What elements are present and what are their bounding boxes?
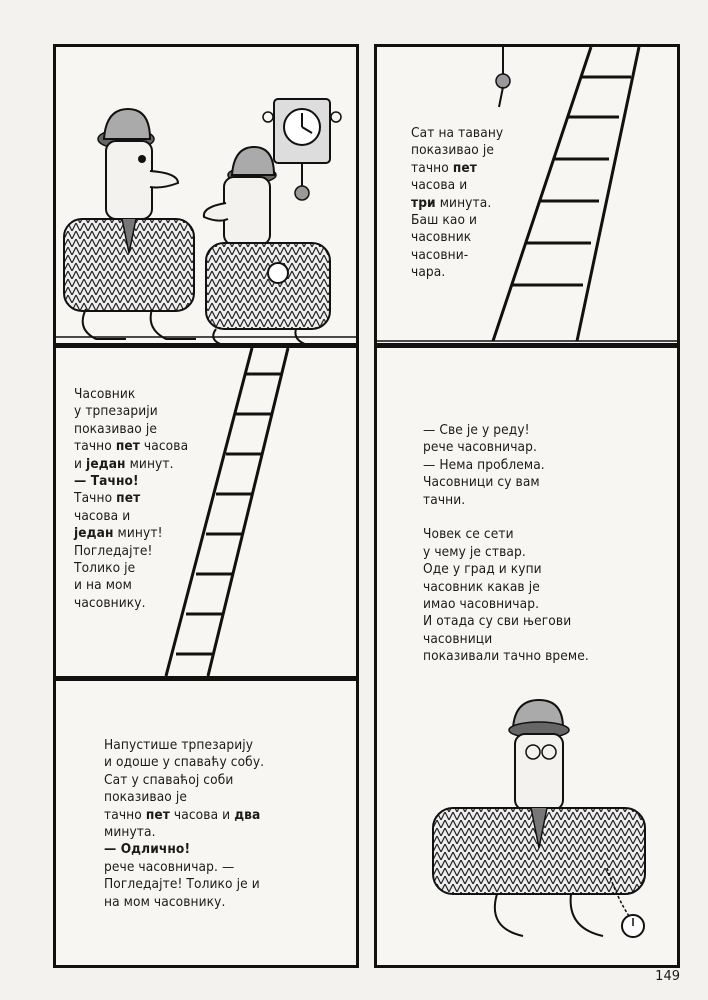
text-run: часова и [74,507,131,524]
text-line [74,438,188,455]
text-line [411,177,503,194]
text-line [411,229,503,246]
panel-ending [374,345,680,968]
text-line [104,737,264,754]
text-run: показивао је [74,420,158,437]
text-run: минута. [435,194,492,211]
panel-men-and-clock [53,44,359,346]
man-left-figure [64,109,196,339]
text-line [104,894,264,911]
text-line [104,859,264,876]
men-with-clock-illustration [56,47,359,346]
bold-word: два [234,806,261,823]
dining-room-text [74,386,188,612]
text-line [74,508,188,525]
attic-text [411,125,503,282]
text-line [411,264,503,281]
man-bottom-figure [433,700,645,936]
text-run: минут. [125,455,174,472]
text-run: Часовници су вам [423,474,540,491]
text-run: минут! [113,525,163,542]
panel-dining-room [53,345,359,679]
text-run: показивали тачно време. [423,648,589,665]
text-line [74,403,188,420]
bold-word: пет [145,806,170,823]
text-line [411,160,503,177]
text-line [74,473,188,490]
text-line [104,841,264,858]
text-run: рече часовничар. [423,439,537,456]
text-run: показивао је [411,142,495,159]
text-run: Погледајте! [74,542,153,559]
text-run: часова и [169,806,235,823]
text-run: тачно [104,806,146,823]
man-with-pocket-watch-illustration [377,348,680,968]
text-run: часова и [411,177,468,194]
text-run: Часовник [74,386,136,402]
text-run: чара. [411,264,446,281]
text-line [74,525,188,542]
wall-clock-icon [263,99,341,200]
bold-word: пет [116,490,141,507]
bold-word: пет [452,159,477,176]
text-run: Толико је [74,560,136,577]
text-run: и одоше у спаваћу собу. [104,754,265,771]
text-line [104,807,264,824]
text-run: и на мом [74,577,132,594]
text-line [104,754,264,771]
text-run: часовници [423,630,493,647]
text-run: И отада су сви његови [423,613,572,630]
text-run: — Све је у реду! [423,422,530,438]
text-line [74,490,188,507]
text-line [104,789,264,806]
text-run: часова [139,438,189,455]
bold-word: пет [115,438,140,455]
text-run: часовни- [411,246,469,263]
text-run: имао часовничар. [423,596,540,613]
bold-word: један [74,525,114,542]
text-line [411,195,503,212]
text-line [104,824,264,841]
text-line [411,125,503,142]
text-line [74,386,188,403]
text-run: Погледајте! Толико је и [104,876,260,893]
text-run: Сат у спаваћој соби [104,771,234,788]
text-run: Човек се сети [423,526,514,543]
text-run: на мом часовнику. [104,893,226,910]
text-run: Баш као и [411,212,478,229]
text-line [74,577,188,594]
text-run: у чему је ствар. [423,543,526,560]
text-run: Напустише трпезарију [104,737,254,753]
text-run: показивао је [104,789,188,806]
bold-word: — Одлично! [104,841,191,858]
text-run: Сат на тавану [411,125,504,141]
panel-attic [374,44,680,346]
text-run: Оде у град и купи [423,561,542,578]
text-line [411,247,503,264]
page-number: 149 [655,969,680,984]
text-run: тачно [411,159,453,176]
bold-word: један [86,455,126,472]
text-line [104,772,264,789]
text-run: часовнику. [74,594,146,611]
text-run: Тачно [74,490,117,507]
text-line [74,543,188,560]
text-run: часовник [411,229,472,246]
pendulum-icon [496,47,510,107]
bedroom-text [104,737,264,911]
text-run: — Нема проблема. [423,456,545,473]
text-line [411,212,503,229]
text-run: минута. [104,824,156,841]
text-line [104,876,264,893]
panel-bedroom [53,678,359,968]
bold-word: три [411,194,436,211]
text-run: тачни. [423,491,466,508]
text-run: тачно [74,438,116,455]
text-run: и [74,455,87,472]
text-line [74,595,188,612]
man-right-figure [204,147,330,346]
text-run: у трпезарији [74,403,158,420]
text-line [74,560,188,577]
text-line [74,456,188,473]
text-run: рече часовничар. — [104,858,235,875]
text-run: часовник какав је [423,578,540,595]
text-line [411,142,503,159]
text-line [74,421,188,438]
bold-word: — Тачно! [74,473,139,490]
